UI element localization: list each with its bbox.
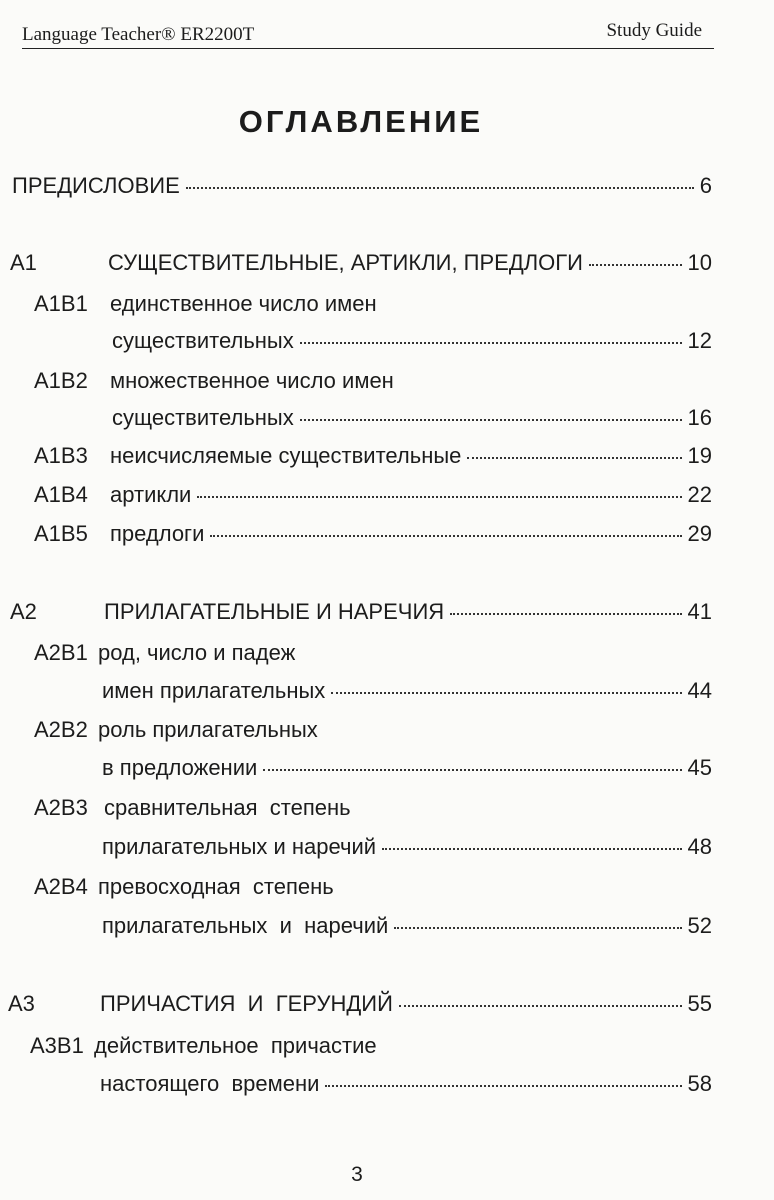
toc-label: существительных xyxy=(112,405,294,430)
leader-dots xyxy=(399,1005,682,1007)
toc-page: 29 xyxy=(687,521,712,546)
toc-label: артикли xyxy=(110,482,192,507)
leader-dots xyxy=(589,264,682,266)
running-header xyxy=(22,18,714,49)
toc-label: предлоги xyxy=(110,521,205,546)
toc-entry-a2b4-line1 xyxy=(34,872,712,902)
toc-entry-a1b1-line2 xyxy=(112,326,712,356)
entry-code: A1B1 xyxy=(34,291,88,316)
toc-label: неисчисляемые существительные xyxy=(110,443,462,468)
toc-section-a2 xyxy=(10,597,712,627)
entry-code: A2B4 xyxy=(34,874,88,899)
section-code: A1 xyxy=(10,250,37,275)
toc-label: настоящего времени xyxy=(100,1071,320,1096)
toc-page: 19 xyxy=(687,443,712,468)
leader-dots xyxy=(263,769,681,771)
toc-entry-a2b2-line2 xyxy=(102,753,712,783)
entry-code: A2B2 xyxy=(34,717,88,742)
toc-label: имен прилагательных xyxy=(102,678,326,703)
toc-label: единственное число имен xyxy=(110,291,377,316)
toc-label: множественное число имен xyxy=(110,368,394,393)
leader-dots xyxy=(331,692,681,694)
entry-code: A2B1 xyxy=(34,640,88,665)
toc-label: прилагательных и наречий xyxy=(102,834,377,859)
toc-page: 58 xyxy=(687,1071,712,1096)
toc-label: ПРИЛАГАТЕЛЬНЫЕ И НАРЕЧИЯ xyxy=(104,599,445,624)
toc-entry-a1b2-line1 xyxy=(34,366,712,396)
entry-code: A1B2 xyxy=(34,368,88,393)
section-code: A2 xyxy=(10,599,37,624)
toc-entry-a1b1-line1 xyxy=(34,289,712,319)
entry-code: A1B4 xyxy=(34,482,88,507)
toc-page: 55 xyxy=(687,991,712,1016)
leader-dots xyxy=(210,535,681,537)
toc-page: 12 xyxy=(687,328,712,353)
toc-page: 45 xyxy=(687,755,712,780)
toc-label: превосходная степень xyxy=(98,874,334,899)
leader-dots xyxy=(450,613,681,615)
section-code: A3 xyxy=(8,991,35,1016)
toc-label: действительное причастие xyxy=(94,1033,377,1058)
toc-section-a1 xyxy=(10,248,712,278)
page-title: ОГЛАВЛЕНИЕ xyxy=(238,104,484,139)
leader-dots xyxy=(467,457,681,459)
toc-entry-a1b5 xyxy=(34,519,712,549)
toc-label: роль прилагательных xyxy=(98,717,318,742)
toc-entry-a1b3 xyxy=(34,441,712,471)
toc-page: 10 xyxy=(687,250,712,275)
toc-label: ПРИЧАСТИЯ И ГЕРУНДИЙ xyxy=(100,991,393,1016)
toc-entry-a2b3-line1 xyxy=(34,793,712,823)
toc-entry-a3b1-line1 xyxy=(30,1031,712,1061)
toc-label: сравнительная степень xyxy=(104,795,351,820)
entry-code: A1B5 xyxy=(34,521,88,546)
toc-section-a3 xyxy=(8,989,712,1019)
toc-entry-a2b3-line2 xyxy=(102,832,712,862)
entry-code: A2B3 xyxy=(34,795,88,820)
toc-entry-preface xyxy=(12,171,712,201)
toc-page: 41 xyxy=(687,599,712,624)
toc-label: ПРЕДИСЛОВИЕ xyxy=(12,173,180,198)
header-left: Language Teacher® ER2200T xyxy=(22,24,255,45)
toc-entry-a3b1-line2 xyxy=(100,1069,712,1099)
toc-page: 48 xyxy=(687,834,712,859)
leader-dots xyxy=(382,848,681,850)
leader-dots xyxy=(186,187,694,189)
toc-page: 16 xyxy=(687,405,712,430)
leader-dots xyxy=(300,419,682,421)
toc-label: СУЩЕСТВИТЕЛЬНЫЕ, АРТИКЛИ, ПРЕДЛОГИ xyxy=(108,250,583,275)
toc-label: род, число и падеж xyxy=(98,640,296,665)
toc-entry-a2b1-line1 xyxy=(34,638,712,668)
toc-page: 44 xyxy=(687,678,712,703)
toc-label: прилагательных и наречий xyxy=(102,913,389,938)
toc-label: в предложении xyxy=(102,755,258,780)
toc-entry-a1b2-line2 xyxy=(112,403,712,433)
toc-entry-a1b4 xyxy=(34,480,712,510)
toc-entry-a2b1-line2 xyxy=(102,676,712,706)
toc-page: 52 xyxy=(687,913,712,938)
leader-dots xyxy=(325,1085,681,1087)
toc-entry-a2b4-line2 xyxy=(102,911,712,941)
toc-page: 22 xyxy=(687,482,712,507)
entry-code: A3B1 xyxy=(30,1033,84,1058)
leader-dots xyxy=(300,342,682,344)
toc-entry-a2b2-line1 xyxy=(34,715,712,745)
header-right: Study Guide xyxy=(606,20,702,41)
toc-label: существительных xyxy=(112,328,294,353)
leader-dots xyxy=(394,927,681,929)
toc-page: 6 xyxy=(699,173,712,198)
leader-dots xyxy=(197,496,681,498)
page-number: 3 xyxy=(351,1163,363,1186)
entry-code: A1B3 xyxy=(34,443,88,468)
